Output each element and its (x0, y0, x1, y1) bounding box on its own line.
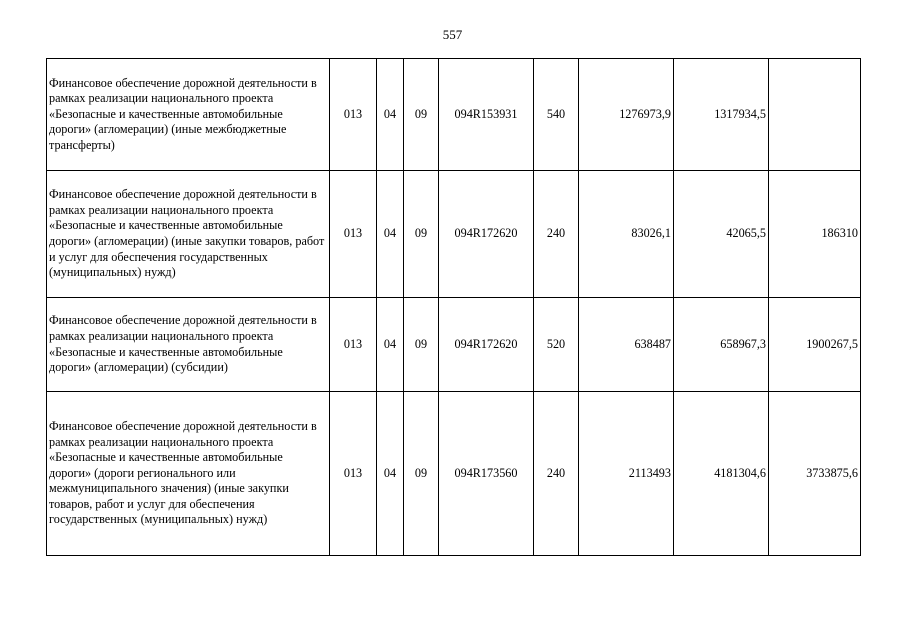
cell-section: 04 (377, 392, 404, 556)
cell-amount-2: 4181304,6 (674, 392, 769, 556)
cell-amount-2: 42065,5 (674, 171, 769, 298)
cell-amount-2: 1317934,5 (674, 59, 769, 171)
cell-ministry: 013 (330, 392, 377, 556)
cell-target-article: 094R173560 (439, 392, 534, 556)
cell-expense-type: 540 (534, 59, 579, 171)
cell-description: Финансовое обеспечение дорожной деятельности в рамках реализации национального проекта «Безопасные и качественные автомобильные дороги» (дороги регионального или межмуниципального значения) (иные закупки товаров, работ и услуг для обеспечения государственных (муниципальных) нужд) (47, 392, 330, 556)
budget-table (46, 58, 861, 556)
cell-description: Финансовое обеспечение дорожной деятельности в рамках реализации национального проекта «Безопасные и качественные автомобильные дороги» (агломерации) (иные межбюджетные трансферты) (47, 59, 330, 171)
cell-amount-1: 2113493 (579, 392, 674, 556)
table-row (47, 171, 861, 298)
cell-expense-type: 520 (534, 298, 579, 392)
cell-expense-type: 240 (534, 392, 579, 556)
cell-amount-1: 1276973,9 (579, 59, 674, 171)
cell-ministry: 013 (330, 171, 377, 298)
cell-subsection: 09 (404, 171, 439, 298)
cell-amount-3 (769, 59, 861, 171)
cell-expense-type: 240 (534, 171, 579, 298)
cell-amount-1: 83026,1 (579, 171, 674, 298)
table-row (47, 298, 861, 392)
table-row (47, 392, 861, 556)
cell-target-article: 094R153931 (439, 59, 534, 171)
page-number: 557 (442, 27, 463, 42)
cell-amount-3: 1900267,5 (769, 298, 861, 392)
cell-subsection: 09 (404, 392, 439, 556)
cell-section: 04 (377, 298, 404, 392)
cell-amount-3: 3733875,6 (769, 392, 861, 556)
cell-description: Финансовое обеспечение дорожной деятельности в рамках реализации национального проекта «Безопасные и качественные автомобильные дороги» (агломерации) (субсидии) (47, 298, 330, 392)
table-row (47, 59, 861, 171)
cell-subsection: 09 (404, 298, 439, 392)
cell-section: 04 (377, 59, 404, 171)
cell-target-article: 094R172620 (439, 171, 534, 298)
cell-ministry: 013 (330, 59, 377, 171)
cell-target-article: 094R172620 (439, 298, 534, 392)
cell-amount-1: 638487 (579, 298, 674, 392)
cell-section: 04 (377, 171, 404, 298)
cell-subsection: 09 (404, 59, 439, 171)
cell-ministry: 013 (330, 298, 377, 392)
cell-amount-3: 186310 (769, 171, 861, 298)
cell-amount-2: 658967,3 (674, 298, 769, 392)
cell-description: Финансовое обеспечение дорожной деятельности в рамках реализации национального проекта «Безопасные и качественные автомобильные дороги» (агломерации) (иные закупки товаров, работ и услуг для обеспечения государственных (муниципальных) нужд) (47, 171, 330, 298)
